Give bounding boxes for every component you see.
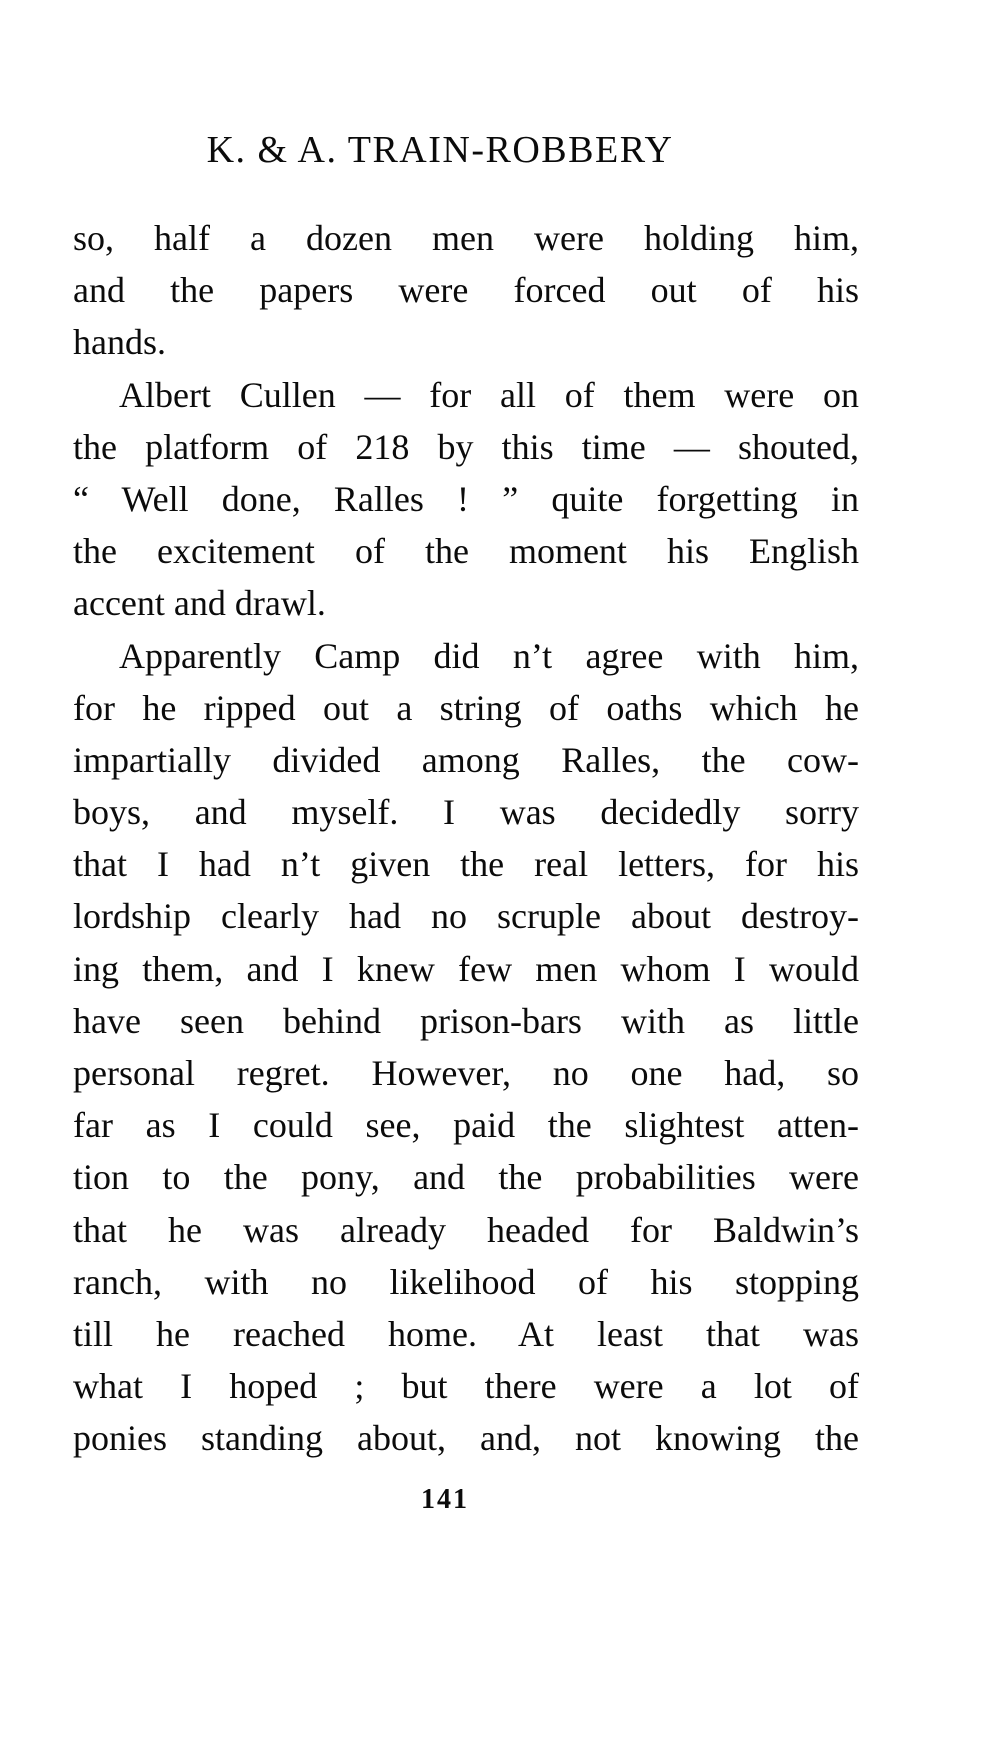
text-line: what I hoped ; but there were a lot of xyxy=(73,1366,859,1407)
text-line: that he was already headed for Baldwin’s xyxy=(73,1209,859,1250)
text-line: for he ripped out a string of oaths which he xyxy=(73,687,859,728)
text-line: accent and drawl. xyxy=(73,583,326,624)
running-head: K. & A. TRAIN-ROBBERY xyxy=(206,129,674,171)
page-number: 141 xyxy=(421,1484,469,1515)
text-line: lordship clearly had no scruple about destroy- xyxy=(73,896,859,937)
text-line: hands. xyxy=(73,322,166,363)
text-line: ponies standing about, and, not knowing the xyxy=(73,1418,859,1459)
text-line: ranch, with no likelihood of his stopping xyxy=(73,1261,859,1302)
text-line: tion to the pony, and the probabilities were xyxy=(73,1157,859,1198)
body-text xyxy=(73,212,859,1465)
text-line: “ Well done, Ralles ! ” quite forgetting in xyxy=(73,478,859,519)
text-line: that I had n’t given the real letters, for his xyxy=(73,844,859,885)
text-line: the excitement of the moment his English xyxy=(73,531,859,572)
text-line: have seen behind prison-bars with as little xyxy=(73,1000,859,1041)
text-line: ing them, and I knew few men whom I would xyxy=(73,948,859,989)
text-line: personal regret. However, no one had, so xyxy=(73,1053,859,1093)
text-line: Albert Cullen — for all of them were on xyxy=(119,374,859,415)
text-line: the platform of 218 by this time — shouted, xyxy=(73,426,859,467)
text-line: boys, and myself. I was decidedly sorry xyxy=(73,792,859,833)
text-line: and the papers were forced out of his xyxy=(73,270,859,311)
text-line: till he reached home. At least that was xyxy=(73,1313,859,1354)
text-line: far as I could see, paid the slightest atten- xyxy=(73,1105,859,1146)
text-line: so, half a dozen men were holding him, xyxy=(73,218,859,258)
text-line: Apparently Camp did n’t agree with him, xyxy=(119,635,859,676)
text-line: impartially divided among Ralles, the cow- xyxy=(73,739,859,780)
